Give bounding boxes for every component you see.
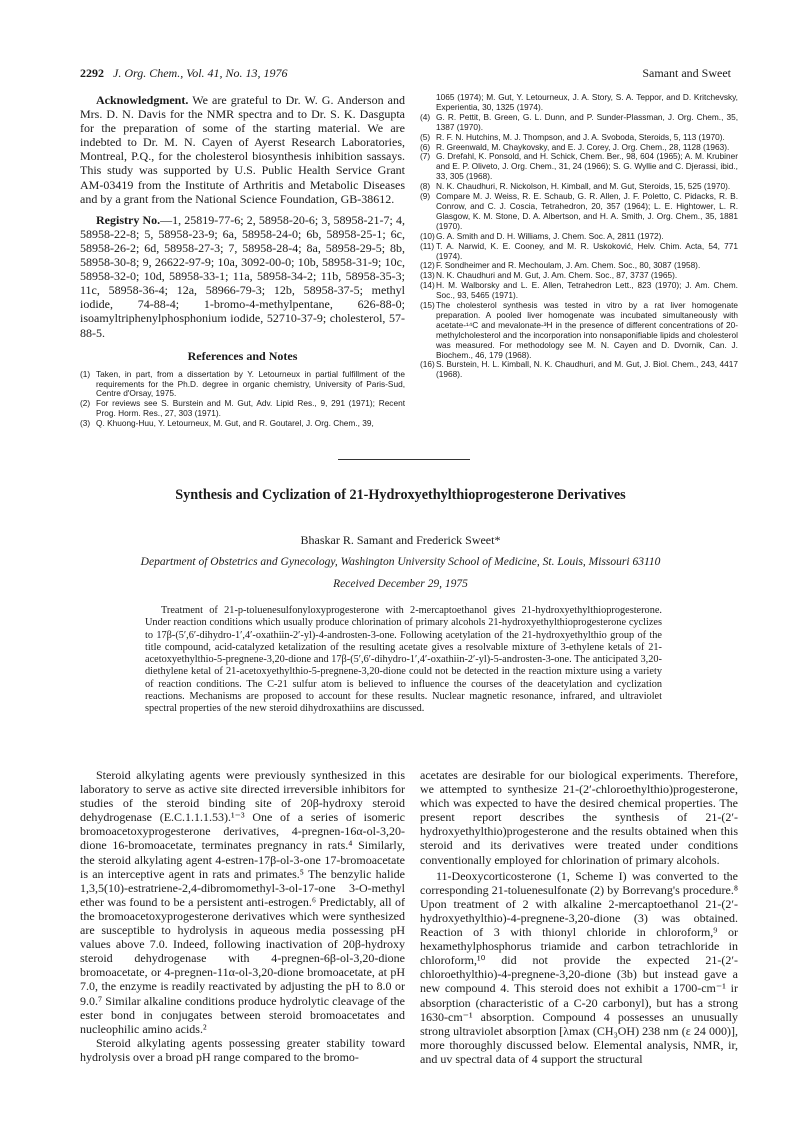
reference-number: (3) (80, 418, 91, 429)
reference-number: (10) (420, 230, 435, 241)
reference-text: N. K. Chaudhuri and M. Gut, J. Am. Chem. Soc., 87, 3737 (1965). (436, 270, 678, 281)
article-title: Synthesis and Cyclization of 21-Hydroxyethylthioprogesterone Derivatives (175, 487, 626, 503)
reference-item (420, 242, 738, 262)
reference-number: (5) (420, 131, 431, 142)
reference-3-continued: 1065 (1974); M. Gut, Y. Letourneux, J. A. Story, S. A. Teppor, and D. Kritchevsky, Experientia, 30, 1325 (1974). (436, 92, 738, 112)
reference-number: (12) (420, 260, 435, 271)
reference-text: H. M. Walborsky and L. E. Allen, Tetrahedron Lett., 823 (1970); J. Am. Chem. Soc., 93, 5465 (1971). (436, 280, 738, 301)
reference-number: (4) (420, 111, 431, 122)
reference-text: Q. Khuong-Huu, Y. Letourneux, M. Gut, and R. Goutarel, J. Org. Chem., 39, (96, 418, 374, 429)
reference-text: For reviews see S. Burstein and M. Gut, Adv. Lipid Res., 9, 291 (1971); Recent Prog. Horm. Res., 27, 303 (1971). (96, 398, 405, 419)
reference-text: The cholesterol synthesis was tested in vitro by a rat liver homogenate preparation. A pooled liver homogenate was incubated simultaneously with acetate-¹⁴C and mevalonate-³H in the presence of different concentrations of 20-methylcholesterol and the incorporation into nonsaponifiable lipids and cholesterol was measured. For methodology see M. N. Cayen and D. Dvornik, Can. J. Biochem., 46, 179 (1968). (436, 300, 738, 360)
body-paragraph-1: Steroid alkylating agents were previously synthesized in this laboratory to serve as active site directed irreversible inhibitors for studies of the steroid binding site of 20β-hydroxy steroid dehydrogenase (E.C.1.1.1.53).¹⁻³ One of a series of isomeric bromoacetoxyprogesterone derivatives, 4-pregnen-16α-ol-3,20-dione 16-bromoacetate, terminates pregnancy in rats.⁴ Similarly, the steroid alkylating agent 4-estren-17β-ol-3-one 17-bromoacetate is an interceptive agent in rats and primates.⁵ The benzylic halide 1,3,5(10)-estratriene-2,4-dibromomethyl-3-ol-17-one 3-O-methyl ether was found to be a persistent anti-estrogen.⁶ Predictably, all of the bromoacetoxyprogesterone derivatives which were synthesized are susceptible to hydrolysis in aqueous media possessing pH values above 7.0. Indeed, following inactivation of 20β-hydroxy steroid dehydrogenase with 4-pregnen-6β-ol-3,20-dione bromoacetate, or 4-pregnen-11α-ol-3,20-dione bromoacetate, at pH 7.0, the enzyme is readily reactivated by adjusting the pH to 8.0 or 9.0.⁷ Similar alkaline conditions produce hydrolytic cleavage of the ester bond in conjugates between steroid bromoacetates and nucleophilic amino acids.² (80, 768, 405, 1036)
references-list-left (80, 370, 405, 429)
reference-number: (2) (80, 398, 91, 409)
journal-citation: J. Org. Chem., Vol. 41, No. 13, 1976 (113, 66, 288, 80)
reference-number: (6) (420, 141, 431, 152)
reference-number: (14) (420, 280, 435, 291)
reference-text: S. Burstein, H. L. Kimball, N. K. Chaudhuri, and M. Gut, J. Biol. Chem., 243, 4417 (1968). (436, 359, 738, 380)
running-header-left (80, 66, 288, 81)
acknowledgment-lead: Acknowledgment. (96, 93, 189, 107)
article-authors: Bhaskar R. Samant and Frederick Sweet* (300, 533, 501, 547)
reference-item (420, 360, 738, 380)
references-heading: References and Notes (187, 348, 298, 363)
running-head-authors: Samant and Sweet (642, 66, 731, 80)
registry-text: —1, 25819-77-6; 2, 58958-20-6; 3, 58958-21-7; 4, 58958-22-8; 5, 58958-23-9; 6a, 58958-24-0; 6b, 58958-25-1; 6c, 58958-26-2; 6d, 58958-27-3; 7, 58958-28-4; 8a, 58958-29-5; 8b, 58958-30-8; 9, 26622-97-9; 10a, 3092-00-0; 10b, 58958-31-9; 10c, 58958-32-0; 10d, 58958-33-1; 11a, 58958-34-2; 11b, 58958-35-3; 11c, 58958-36-4; 12a, 58966-79-3; 12b, 58958-37-5; methyl iodide, 74-88-4; 1-bromo-4-methylpentane, 626-88-0; isoamyltriphenylphosphonium iodide, 52710-37-9; cholesterol, 57-88-5. (80, 212, 406, 340)
reference-number: (9) (420, 191, 431, 202)
right-column-top (420, 93, 738, 380)
acknowledgment (80, 93, 405, 206)
received-date: Received December 29, 1975 (333, 578, 468, 590)
body-left-column (80, 768, 405, 1064)
reference-item (420, 192, 738, 232)
reference-number: (16) (420, 359, 435, 370)
body-paragraph-continued: acetates are desirable for our biological experiments. Therefore, we attempted to synthesize 21-(2′-chloroethylthio)progesterone, which was expected to have the desired chemical properties. The present report describes the synthesis of 21-(2′-hydroxyethylthio)progesterone and the results obtained when this steroid and its derivatives were treated under conditions conventionally employed for chlorination of primary alcohols. (420, 768, 738, 867)
article-separator-rule (338, 459, 470, 460)
reference-item (80, 399, 405, 419)
left-column-top (80, 93, 405, 429)
reference-text: T. A. Narwid, K. E. Cooney, and M. R. Uskoković, Helv. Chim. Acta, 54, 771 (1974). (436, 240, 738, 261)
reference-item (420, 281, 738, 301)
body-paragraph-2: Steroid alkylating agents possessing greater stability toward hydrolysis over a broad pH range compared to the bromo- (80, 1035, 405, 1064)
reference-text: G. R. Pettit, B. Green, G. L. Dunn, and P. Sunder-Plassman, J. Org. Chem., 35, 1387 (1970). (436, 111, 738, 132)
reference-item (420, 113, 738, 133)
reference-item (420, 152, 738, 182)
article-affiliation: Department of Obstetrics and Gynecology, Washington University School of Medicine, St. Louis, Missouri 63110 (140, 556, 661, 568)
body-right-column (420, 768, 738, 1066)
reference-number: (11) (420, 240, 435, 251)
reference-text: F. Sondheimer and R. Mechoulam, J. Am. Chem. Soc., 80, 3087 (1958). (436, 260, 701, 271)
reference-item (80, 370, 405, 400)
reference-number: (7) (420, 151, 431, 162)
registry-lead: Registry No. (96, 212, 161, 227)
registry-numbers (80, 213, 405, 340)
page-number: 2292 (80, 66, 104, 80)
reference-text: R. Greenwald, M. Chaykovsky, and E. J. Corey, J. Org. Chem., 28, 1128 (1963). (436, 141, 730, 152)
reference-text: Taken, in part, from a dissertation by Y. Letourneux in partial fulfillment of the requirements for the Ph.D. degree in organic chemistry, University of Paris-Sud, Centre d'Orsay, 1975. (96, 368, 405, 399)
reference-number: (1) (80, 368, 91, 379)
reference-item (420, 301, 738, 360)
body-paragraph-3: 11-Deoxycorticosterone (1, Scheme I) was converted to the corresponding 21-toluenesulfonate (2) by Borrevang's procedure.⁸ Upon treatment of 2 with alkaline 2-mercaptoethanol 21-(2′-hydroxyethylthio)-4-pregnene-3,20-dione (3) was obtained. Reaction of 3 with thionyl chloride in chloroform,⁹ or hexamethylphosphorus triamide and carbon tetrachloride in chloroform,¹⁰ did not provide the expected 21-(2′-chloroethylthio)-4-pregnene-3,20-dione (3b) but instead gave a new compound 4. This steroid does not exhibit a 1700-cm⁻¹ ir absorption (characteristic of a C-20 carbonyl), but has a strong 1630-cm⁻¹ absorption. Compound 4 possesses an unusually strong ultraviolet absorption [λmax (CH₃OH) 238 nm (ε 24 000)], more thoroughly discussed below. Elemental analysis, NMR, ir, and uv spectral data of 4 support the structural (420, 868, 738, 1066)
reference-number: (8) (420, 181, 431, 192)
abstract: Treatment of 21-p-toluenesulfonyloxyprogesterone with 2-mercaptoethanol gives 21-hydroxyethylthioprogesterone. Under reaction conditions which usually produce chlorination of primary alcohols 21-hydroxyethylthioprogesterone cyclizes to 17β-(5′,6′-dihydro-1′,4′-oxathiin-2′-yl)-4-androsten-3-one. Following acetylation of the 21-hydroxyethylthio group of the title compound, acid-catalyzed ketalization of the resulting acetate gives a resolvable mixture of 3-ethylene ketals of 21-acetoxyethylthio-5-pregnene-3,20-dione and 17β-(5′,6′-dihydro-1′,4′-oxathiin-2′-yl)-5-androsten-3-one. The anticipated 3,20-diethylene ketal of 21-acetoxyethylthio-5-pregnene-3,20-dione could not be detected in the reaction mixture using a variety of reaction conditions. The C-21 sulfur atom is believed to influence the courses of the deacetylation and cyclization reactions. Mechanisms are proposed to account for these results. Nuclear magnetic resonance, infrared, and ultraviolet spectral properties of the new steroid dihydroxathiins are discussed. (145, 605, 662, 715)
reference-text: G. A. Smith and D. H. Williams, J. Chem. Soc. A, 2811 (1972). (436, 230, 664, 241)
reference-text: Compare M. J. Weiss, R. E. Schaub, G. R. Allen, J. F. Poletto, C. Pidacks, R. B. Conrow, and C. J. Coscia, Tetrahedron, 20, 357 (1964); L. E. Hightower, L. R. Glasgow, K. M. Stone, D. A. Albertson, and H. A. Smith, J. Org. Chem., 35, 1881 (1970). (436, 191, 738, 231)
reference-number: (15) (420, 300, 435, 311)
acknowledgment-text: We are grateful to Dr. W. G. Anderson and Mrs. D. N. Davis for the NMR spectra and to Dr. S. K. Dasgupta for the preparation of some of the starting material. We are indebted to Dr. M. N. Cayen of Ayerst Research Laboratories, Montreal, P.Q., for the cholesterol biosynthesis inhibition sassays. This study was supported by U.S. Public Health Service Grant AM-03419 from the Institute of Arthritis and Metabolic Diseases and by a grant from the National Science Foundation, GB-38612. (80, 93, 405, 206)
references-list-right (420, 113, 738, 380)
reference-item (80, 419, 405, 429)
reference-text: N. K. Chaudhuri, R. Nickolson, H. Kimball, and M. Gut, Steroids, 15, 525 (1970). (436, 181, 731, 192)
reference-number: (13) (420, 270, 435, 281)
reference-text: R. F. N. Hutchins, M. J. Thompson, and J. A. Svoboda, Steroids, 5, 113 (1970). (436, 131, 725, 142)
reference-text: G. Drefahl, K. Ponsold, and H. Schick, Chem. Ber., 98, 604 (1965); A. M. Krubiner and E. P. Oliveto, J. Org. Chem., 31, 24 (1966); S. G. Wyllie and C. Djerassi, ibid., 33, 305 (1968). (436, 151, 738, 182)
